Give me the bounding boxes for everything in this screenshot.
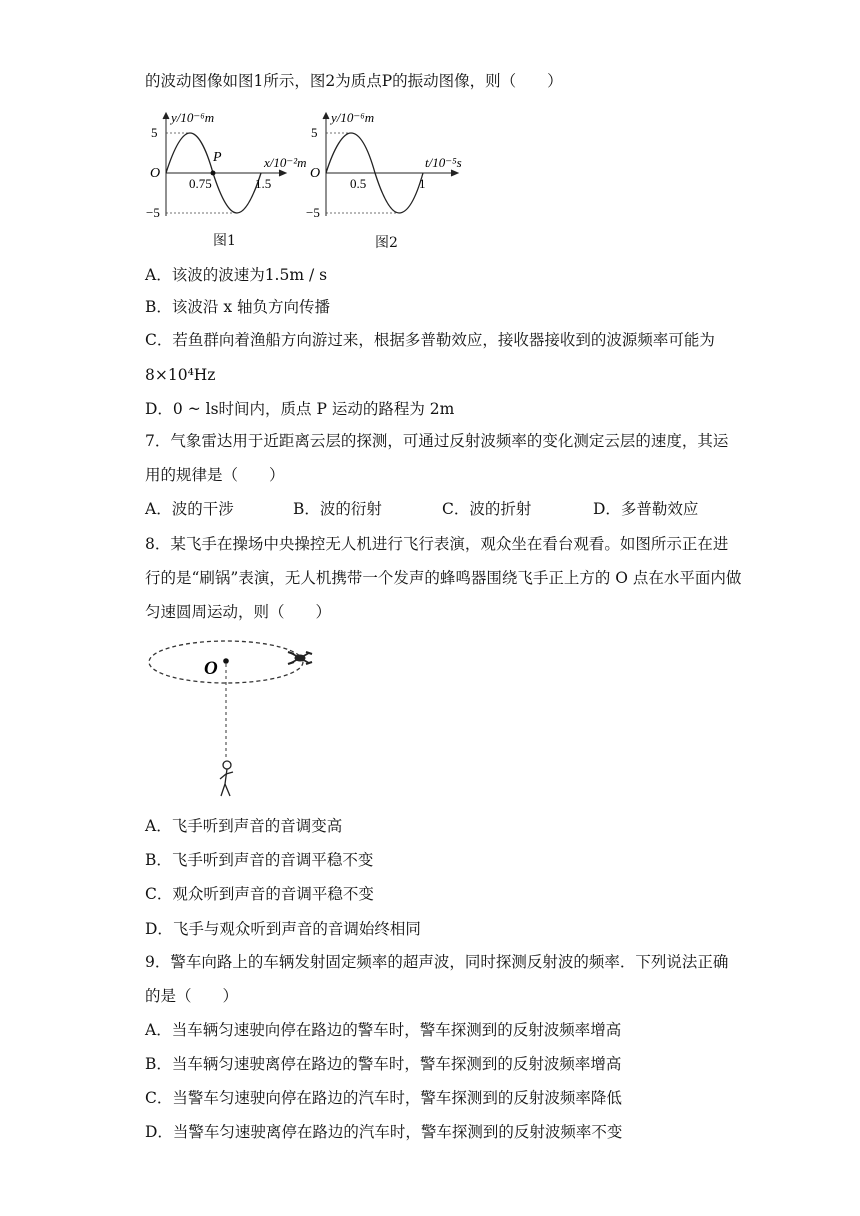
fig1-point-label: P: [213, 150, 222, 165]
fig2-origin: O: [310, 166, 321, 181]
fig1-tick-x2: 1.5: [255, 176, 272, 191]
figure-1-wave-graph: [145, 108, 307, 224]
fig1-caption: 图1: [213, 233, 236, 249]
fig1-xlabel: x/10⁻²m: [264, 155, 307, 170]
fig2-tick-x2: 1: [419, 176, 426, 191]
fig1-origin: O: [150, 166, 161, 181]
fig1-tick-pos: 5: [151, 125, 158, 140]
q7-stem-line2: 用的规律是（ ）: [145, 466, 285, 484]
q9-stem-line1: 9．警车向路上的车辆发射固定频率的超声波，同时探测反射波的频率．下列说法正确: [145, 953, 729, 971]
fig1-tick-x1: 0.75: [189, 176, 212, 191]
q8-option-d: D．飞手与观众听到声音的音调始终相同: [145, 920, 421, 938]
fig1-point-p: [211, 171, 216, 176]
q9-option-b: B．当车辆匀速驶离停在路边的警车时，警车探测到的反射波频率增高: [145, 1055, 622, 1073]
q8-stem-line2: 行的是“刷锅”表演，无人机携带一个发声的蜂鸣器围绕飞手正上方的 O 点在水平面内做: [145, 569, 742, 587]
q7-option-c: C．波的折射: [442, 500, 532, 518]
orbit-center-label: O: [204, 658, 218, 679]
q6-stem-tail: 的波动图像如图1所示，图2为质点P的振动图像，则（ ）: [145, 72, 563, 90]
q9-stem-line2: 的是（ ）: [145, 987, 239, 1005]
q6-option-c-line1: C．若鱼群向着渔船方向游过来，根据多普勒效应，接收器接收到的波源频率可能为: [145, 331, 715, 349]
q8-stem-line3: 匀速圆周运动，则（ ）: [145, 603, 332, 621]
q7-option-a: A．波的干涉: [145, 500, 234, 518]
q7-stem-line1: 7．气象雷达用于近距离云层的探测，可通过反射波频率的变化测定云层的速度，其运: [145, 432, 729, 450]
q7-option-b: B．波的衍射: [293, 500, 382, 518]
q9-option-a: A．当车辆匀速驶向停在路边的警车时，警车探测到的反射波频率增高: [145, 1021, 622, 1039]
fig1-tick-neg: −5: [146, 205, 160, 220]
fig1-ylabel: y/10⁻⁶m: [171, 110, 215, 125]
q7-option-d: D．多普勒效应: [593, 500, 699, 518]
q6-option-b: B．该波沿 x 轴负方向传播: [145, 298, 330, 316]
q8-stem-line1: 8．某飞手在操场中央操控无人机进行飞行表演，观众坐在看台观看。如图所示正在进: [145, 535, 729, 553]
figure-2-vibration-graph: [305, 108, 475, 224]
q6-option-a: A．该波的波速为1.5m / s: [145, 266, 328, 284]
q8-option-a: A．飞手听到声音的音调变高: [145, 817, 343, 835]
q8-option-b: B．飞手听到声音的音调平稳不变: [145, 851, 374, 869]
q9-option-c: C．当警车匀速驶向停在路边的汽车时，警车探测到的反射波频率降低: [145, 1089, 622, 1107]
q9-option-d: D．当警车匀速驶离停在路边的汽车时，警车探测到的反射波频率不变: [145, 1123, 623, 1141]
fig2-tick-x1: 0.5: [350, 176, 367, 191]
operator-stick-figure-icon: [220, 761, 233, 796]
fig2-xlabel: t/10⁻⁵s: [425, 155, 462, 170]
q8-option-c: C．观众听到声音的音调平稳不变: [145, 885, 374, 903]
drone-icon: [288, 652, 312, 664]
q6-option-d: D．0 ~ ls时间内，质点 P 运动的路程为 2m: [145, 400, 455, 418]
q6-option-c-line2: 8×10⁴Hz: [145, 366, 216, 384]
fig2-tick-neg: −5: [306, 205, 320, 220]
fig2-tick-pos: 5: [311, 125, 318, 140]
orbit-center-point: [223, 658, 229, 664]
fig2-caption: 图2: [375, 235, 398, 251]
figure-drone-circle: [145, 632, 325, 804]
fig2-ylabel: y/10⁻⁶m: [331, 110, 375, 125]
